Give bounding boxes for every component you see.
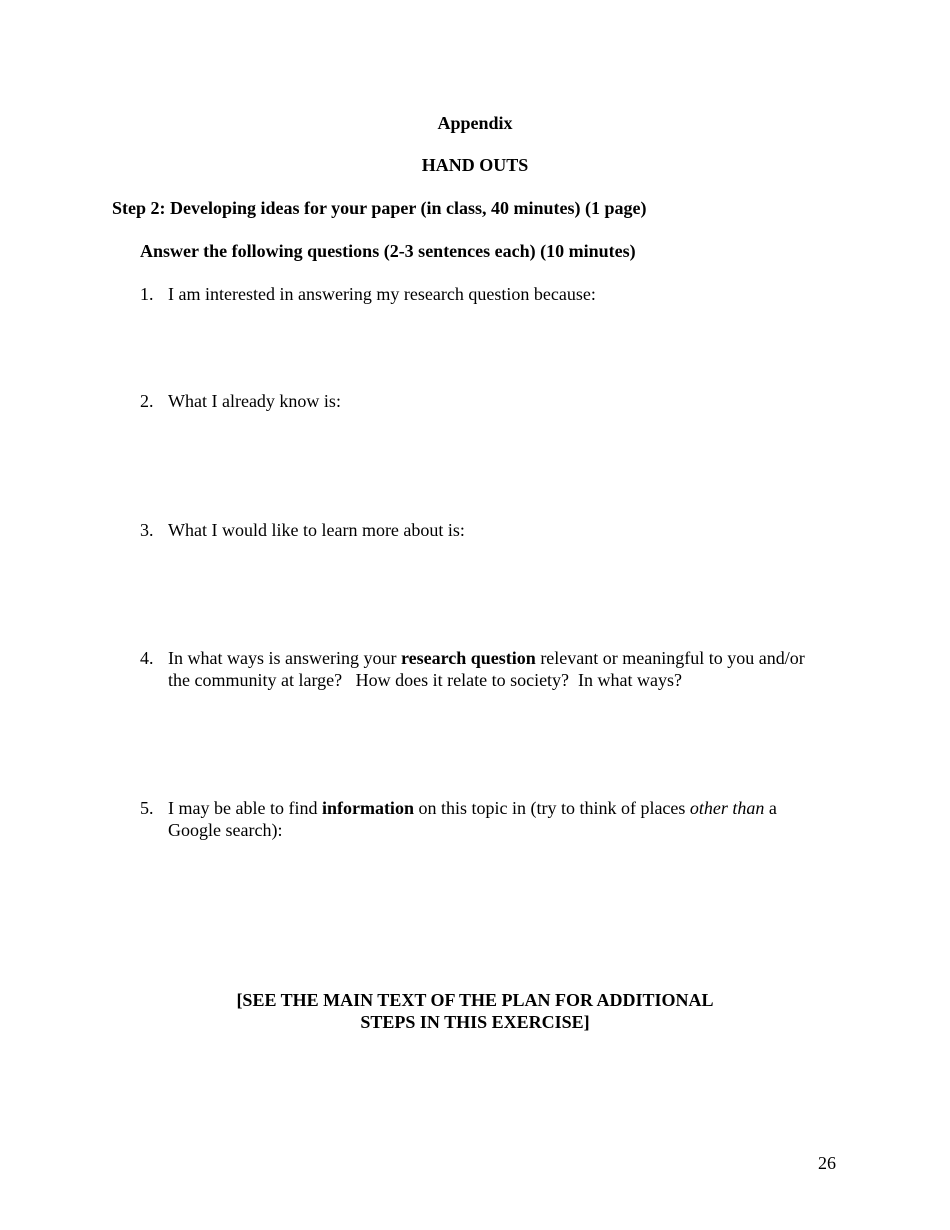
question-text-line-1	[168, 647, 805, 669]
page-number: 26	[818, 1153, 836, 1173]
question-number: 4.	[140, 648, 154, 668]
research-question-emphasis: research question	[400, 648, 536, 668]
question-text-line-1	[168, 797, 777, 819]
question-number: 1.	[140, 284, 154, 304]
question-text-line-2: Google search):	[168, 820, 283, 840]
question-text-part: I may be able to find	[168, 798, 322, 818]
question-text-part: a	[764, 798, 777, 818]
question-text-part: on this topic in (try to think of places	[413, 798, 690, 818]
question-text-part: In what ways is answering your	[168, 648, 401, 668]
closing-note	[0, 989, 950, 1033]
question-text: What I would like to learn more about is:	[168, 520, 465, 540]
question-number: 2.	[140, 391, 154, 411]
question-number: 3.	[140, 520, 154, 540]
question-text: I am interested in answering my research question because:	[168, 284, 596, 304]
information-emphasis: information	[321, 798, 414, 818]
question-text-part: relevant or meaningful to you and/or	[535, 648, 805, 668]
question-text-line-2: the community at large? How does it relate to society? In what ways?	[168, 670, 683, 690]
other-than-emphasis: other than	[689, 798, 765, 818]
closing-note-line-2: STEPS IN THIS EXERCISE]	[360, 1012, 590, 1032]
closing-note-line-1: [SEE THE MAIN TEXT OF THE PLAN FOR ADDITIONAL	[236, 990, 714, 1010]
question-text: What I already know is:	[168, 391, 341, 411]
appendix-title: Appendix	[437, 113, 513, 133]
question-number: 5.	[140, 798, 154, 818]
handouts-subtitle: HAND OUTS	[421, 155, 529, 175]
step-heading: Step 2: Developing ideas for your paper (in class, 40 minutes) (1 page)	[112, 198, 647, 218]
instructions: Answer the following questions (2-3 sentences each) (10 minutes)	[140, 241, 636, 261]
